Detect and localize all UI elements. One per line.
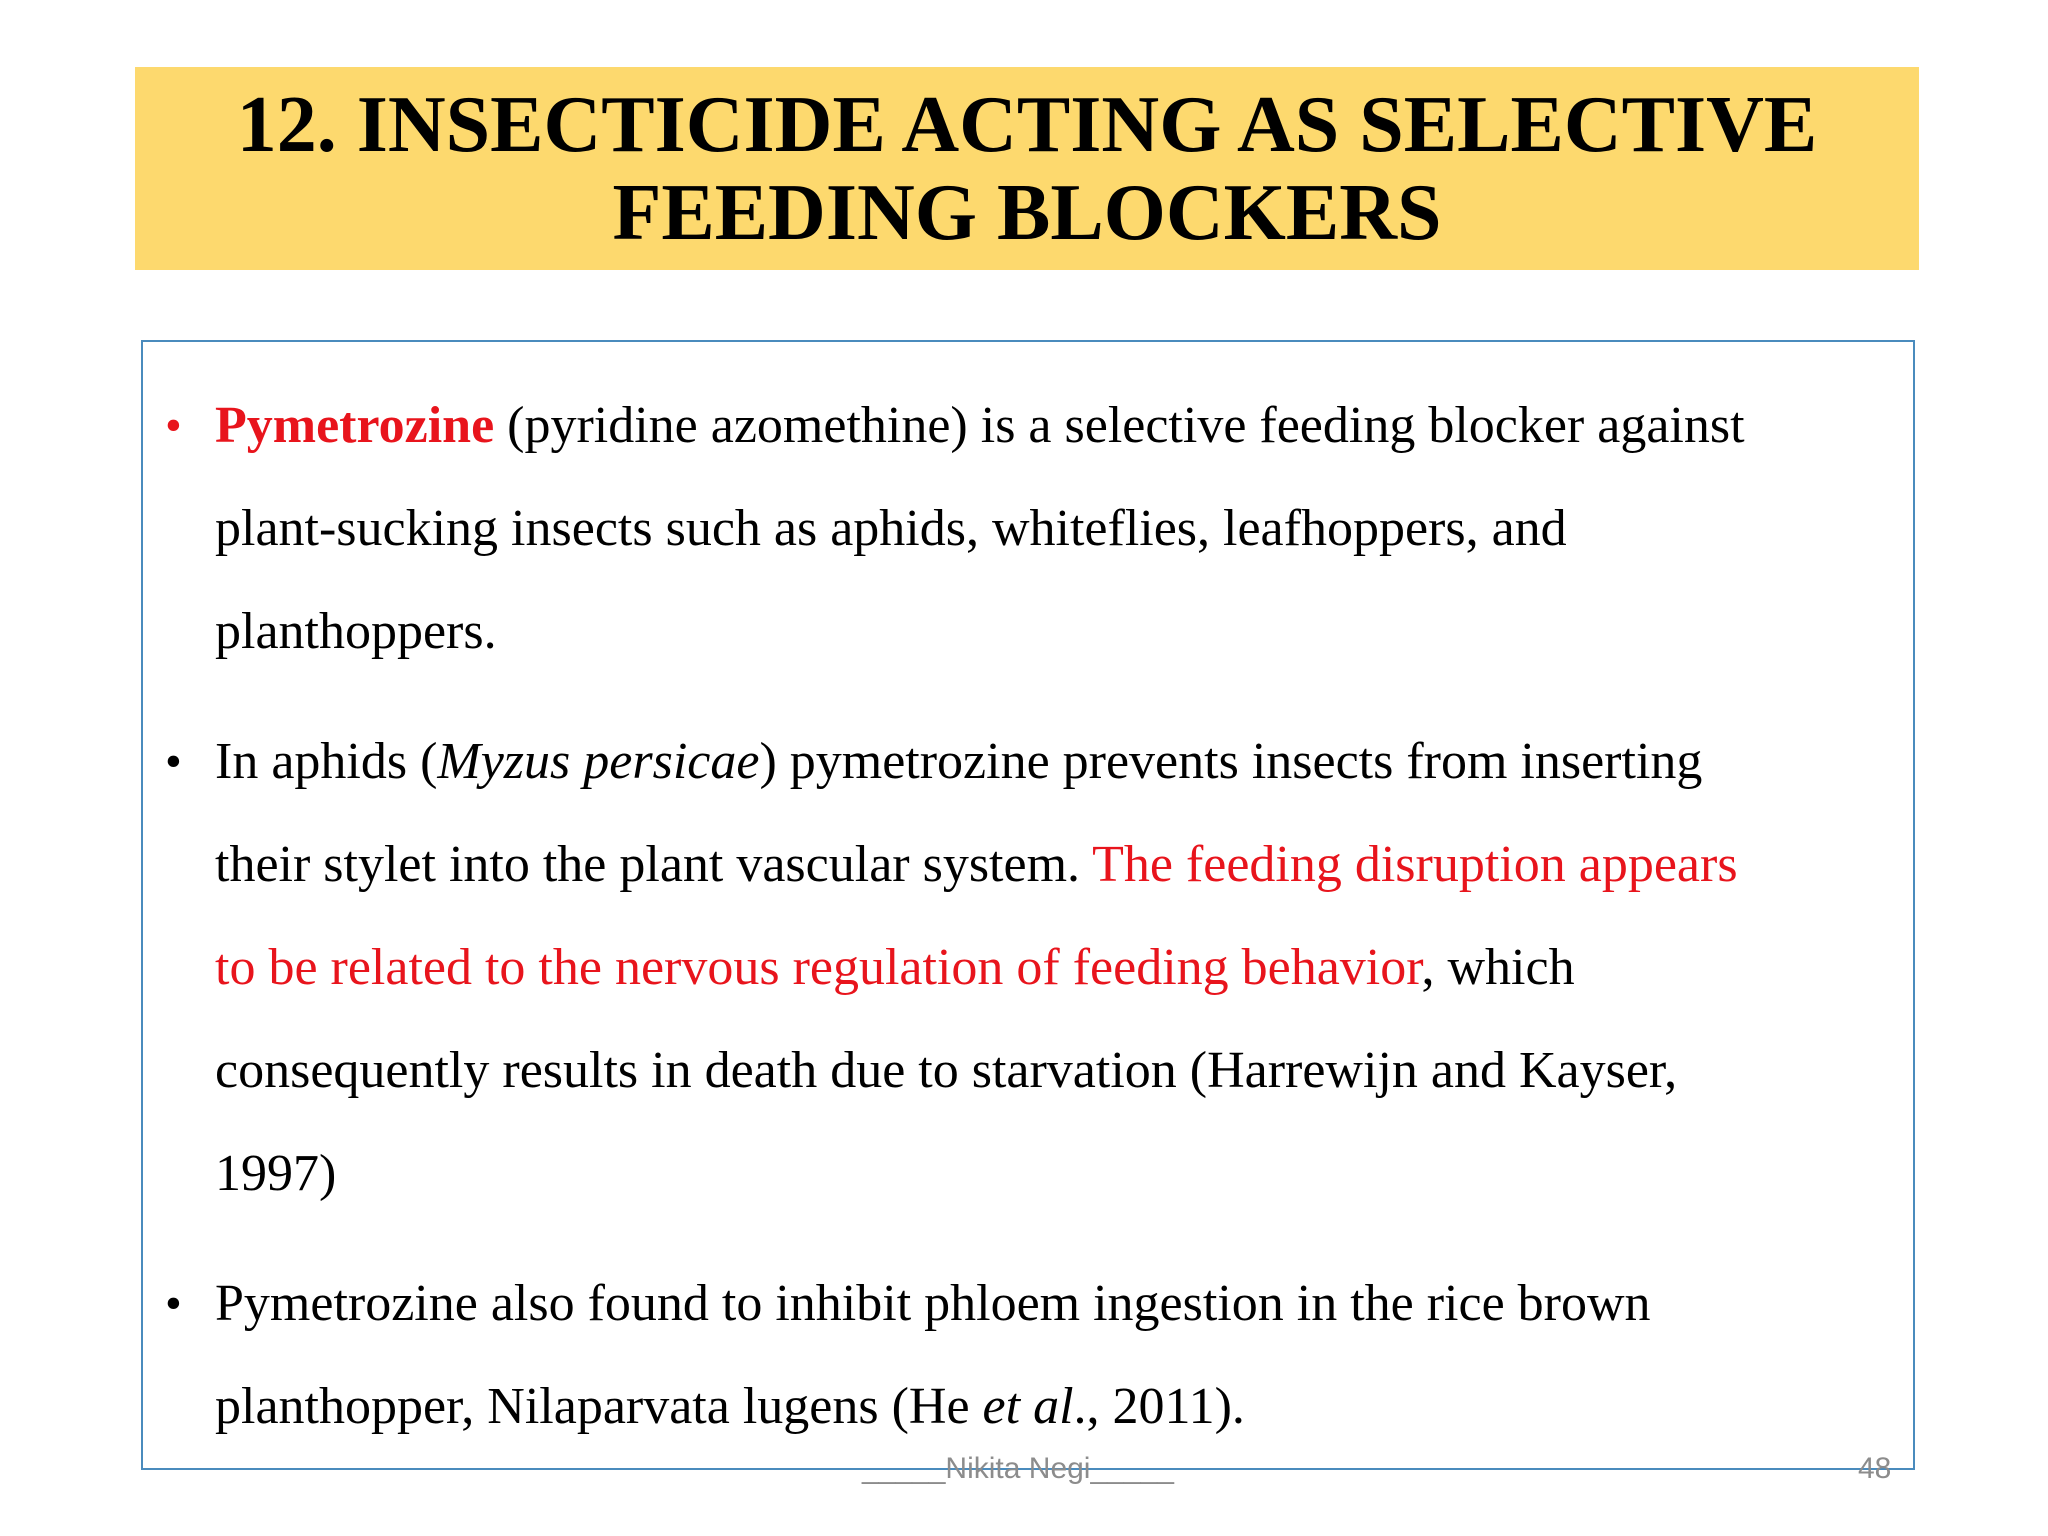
species-name: Myzus persicae xyxy=(437,733,760,790)
bullet-line xyxy=(215,710,1893,813)
bullet-line xyxy=(215,813,1893,916)
footer-author: _____Nikita Negi_____ xyxy=(862,1452,1174,1485)
bullet-marker: • xyxy=(165,399,182,452)
bullet-line: consequently results in death due to starvation (Harrewijn and Kayser, xyxy=(215,1042,1678,1099)
bullet-text: (pyridine azomethine) is a selective feeding blocker against xyxy=(494,397,1745,454)
bullet-line xyxy=(215,916,1893,1019)
content-box xyxy=(141,340,1915,1470)
bullet-marker: • xyxy=(165,735,182,788)
bullet-line xyxy=(215,374,1893,477)
term-pymetrozine: Pymetrozine xyxy=(215,397,495,454)
bullet-line: planthoppers. xyxy=(215,603,497,660)
bullet-line: Pymetrozine also found to inhibit phloem ingestion in the rice brown xyxy=(215,1275,1651,1332)
bullet-item-phloem xyxy=(143,1252,1913,1458)
bullet-line: 1997) xyxy=(215,1145,337,1202)
bullet-marker: • xyxy=(165,1277,182,1330)
bullet-text: their stylet into the plant vascular system. xyxy=(215,836,1093,893)
bullet-text: planthopper, Nilaparvata lugens (He xyxy=(215,1378,983,1435)
bullet-text: , which xyxy=(1421,939,1575,996)
citation-et-al: et al xyxy=(982,1378,1074,1435)
slide-title-line-1: 12. INSECTICIDE ACTING AS SELECTIVE xyxy=(236,80,1818,169)
highlighted-text: to be related to the nervous regulation of feeding behavior xyxy=(215,939,1422,996)
title-banner xyxy=(135,67,1919,270)
bullet-text: ) pymetrozine prevents insects from inserting xyxy=(759,733,1703,790)
slide-title-line-2: FEEDING BLOCKERS xyxy=(612,168,1442,257)
highlighted-text: The feeding disruption appears xyxy=(1092,836,1738,893)
bullet-text: In aphids ( xyxy=(215,733,438,790)
bullet-list xyxy=(143,374,1913,1485)
bullet-line: plant-sucking insects such as aphids, whiteflies, leafhoppers, and xyxy=(215,500,1567,557)
slide-footer xyxy=(0,1452,2048,1492)
bullet-item-aphids xyxy=(143,710,1913,1225)
bullet-text: ., 2011). xyxy=(1073,1378,1245,1435)
bullet-line xyxy=(215,1355,1893,1458)
page-number: 48 xyxy=(1858,1452,1892,1485)
bullet-item-pymetrozine xyxy=(143,374,1913,683)
